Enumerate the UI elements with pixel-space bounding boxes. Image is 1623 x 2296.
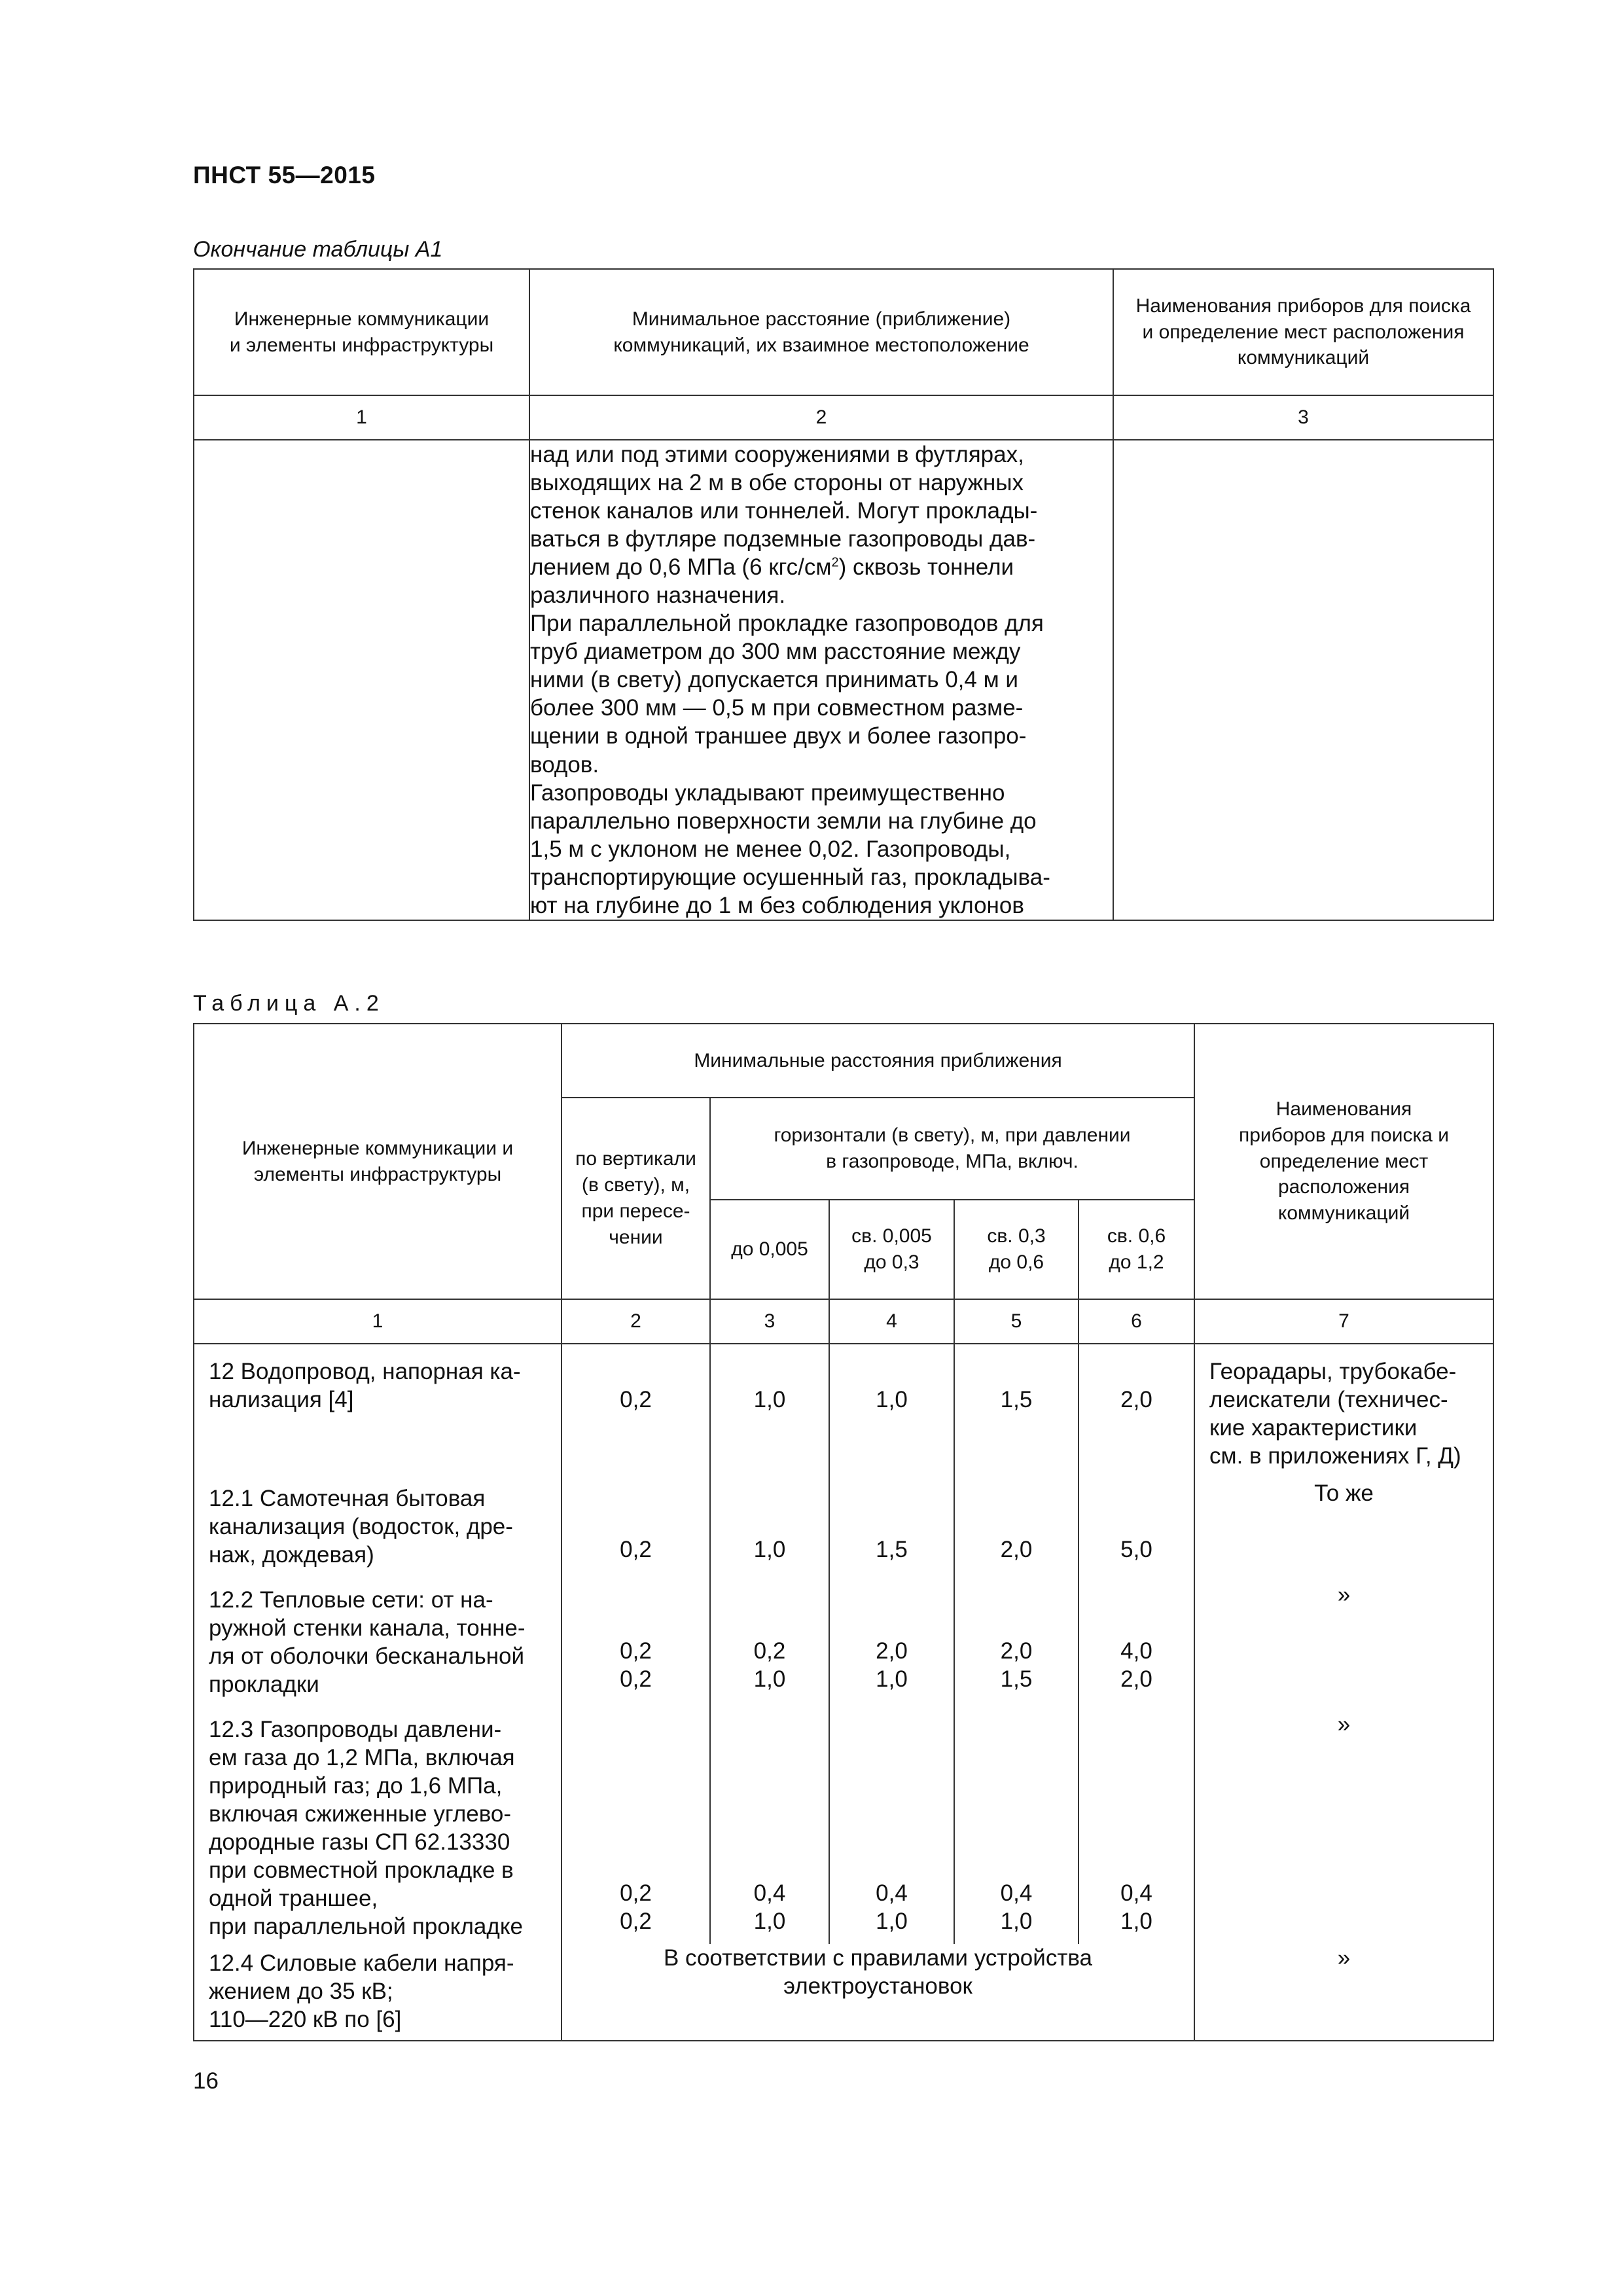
table1-header-col3: Наименования приборов для поиска и определение мест расположения коммуникаций	[1113, 269, 1493, 395]
t1-line: При параллельной прокладке газопроводов для	[530, 611, 1044, 637]
table2-header-col1: Инженерные коммуникации и элементы инфраструктуры	[194, 1024, 562, 1299]
t1-line: различного назначения.	[530, 583, 786, 609]
t1-line: стенок каналов или тоннелей. Могут проклады-	[530, 498, 1038, 524]
table1-colnum-3: 3	[1113, 395, 1493, 440]
table1-body-col2	[529, 440, 1113, 920]
t1-line: более 300 мм — 0,5 м при совместном разме-	[530, 695, 1024, 721]
table2-header-group: Минимальные расстояния приближения	[562, 1024, 1194, 1098]
table1-body-col3	[1113, 440, 1493, 920]
row-note: »	[1194, 1944, 1493, 2041]
table-row	[194, 1344, 1493, 1479]
cell-p1: 0,2 1,0	[710, 1581, 829, 1710]
t1-line: ними (в свету) допускается принимать 0,4 м и	[530, 667, 1018, 693]
table1-header-col2: Минимальное расстояние (приближение) коммуникаций, их взаимное местоположение	[529, 269, 1113, 395]
table1-caption: Окончание таблицы А1	[193, 237, 443, 262]
t1-line: над или под этими сооружениями в футлярах,	[530, 442, 1024, 467]
table1-colnum-1: 1	[194, 395, 529, 440]
page-number: 16	[193, 2068, 219, 2094]
t1-line: ваться в футляре подземные газопроводы дав-	[530, 526, 1036, 552]
table2-colnum-3: 3	[710, 1299, 829, 1344]
row-note: »	[1194, 1581, 1493, 1710]
table2-colnum-1: 1	[194, 1299, 562, 1344]
table1-header-col1: Инженерные коммуникации и элементы инфраструктуры	[194, 269, 529, 395]
cell-vertical: 0,2	[562, 1479, 710, 1581]
table-row	[194, 1581, 1493, 1710]
pressure-range-1: до 0,005	[710, 1200, 829, 1299]
cell-p4: 2,0	[1079, 1344, 1194, 1479]
cell-p3: 2,0 1,5	[954, 1581, 1079, 1710]
t1-line: транспортирующие осушенный газ, прокладыва-	[530, 864, 1050, 890]
table-row	[194, 1710, 1493, 1944]
cell-p3: 0,4 1,0	[954, 1710, 1079, 1944]
merged-requirement: В соответствии с правилами устройства электроустановок	[562, 1944, 1194, 2041]
table2-header-vertical: по вертикали (в свету), м, при пересе- чении	[562, 1098, 710, 1299]
t1-line: труб диаметром до 300 мм расстояние между	[530, 639, 1021, 665]
table2-header-horizontal: горизонтали (в свету), м, при давлении в газопроводе, МПа, включ.	[710, 1098, 1194, 1200]
cell-p2: 0,4 1,0	[829, 1710, 954, 1944]
cell-p3: 1,5	[954, 1344, 1079, 1479]
document-code: ПНСТ 55—2015	[193, 162, 376, 188]
table2-colnum-2: 2	[562, 1299, 710, 1344]
cell-p1: 0,4 1,0	[710, 1710, 829, 1944]
cell-p1: 1,0	[710, 1479, 829, 1581]
table2-caption: Таблица А.2	[193, 991, 385, 1016]
t1-line: лением до 0,6 МПа (6 кгс/$см^2$) сквозь тоннели	[530, 554, 1014, 581]
cell-p1: 1,0	[710, 1344, 829, 1479]
cell-vertical: 0,2	[562, 1344, 710, 1479]
table2-colnum-5: 5	[954, 1299, 1079, 1344]
table2-colnum-7: 7	[1194, 1299, 1493, 1344]
t1-line: Газопроводы укладывают преимущественно	[530, 780, 1005, 806]
table1-colnum-2: 2	[529, 395, 1113, 440]
cell-vertical: 0,2 0,2	[562, 1581, 710, 1710]
t1-line: параллельно поверхности земли на глубине до	[530, 808, 1037, 834]
cell-p4: 5,0	[1079, 1479, 1194, 1581]
cell-p2: 1,5	[829, 1479, 954, 1581]
table-row	[194, 1944, 1493, 2041]
table-row	[194, 1479, 1493, 1581]
cell-p2: 2,0 1,0	[829, 1581, 954, 1710]
row-name: 12.2 Тепловые сети: от на- ружной стенки канала, тонне- ля от оболочки бесканальной прокладки	[194, 1581, 562, 1710]
table2-colnum-6: 6	[1079, 1299, 1194, 1344]
cell-p3: 2,0	[954, 1479, 1079, 1581]
superscript: 2	[831, 555, 839, 570]
table2-header-col7: Наименования приборов для поиска и определение мест расположения коммуникаций	[1194, 1024, 1493, 1299]
pressure-range-3: св. 0,3 до 0,6	[954, 1200, 1079, 1299]
row-name: 12 Водопровод, напорная ка- нализация [4]	[194, 1344, 562, 1479]
table-a2	[193, 1023, 1494, 2041]
table2-colnum-4: 4	[829, 1299, 954, 1344]
pressure-range-4: св. 0,6 до 1,2	[1079, 1200, 1194, 1299]
t1-line: ют на глубине до 1 м без соблюдения уклонов	[530, 892, 1024, 918]
t1-line: щении в одной траншее двух и более газопро-	[530, 723, 1027, 749]
t1-line: водов.	[530, 751, 599, 778]
row-name: 12.3 Газопроводы давлени- ем газа до 1,2 МПа, включая природный газ; до 1,6 МПа, включая сжиженные углево- дородные газы СП 62.13330 при совместной прокладке в одной траншее, при параллельной прокладке	[194, 1710, 562, 1944]
pressure-range-2: св. 0,005 до 0,3	[829, 1200, 954, 1299]
row-note: »	[1194, 1710, 1493, 1944]
row-name: 12.4 Силовые кабели напря- жением до 35 кВ; 110—220 кВ по [6]	[194, 1944, 562, 2041]
table1-body-col1	[194, 440, 529, 920]
table-a1-end	[193, 268, 1494, 921]
cell-p4: 0,4 1,0	[1079, 1710, 1194, 1944]
row-note: Георадары, трубокабе- леискатели (техничес- кие характеристики см. в приложениях Г, Д)	[1194, 1344, 1493, 1479]
cell-vertical: 0,2 0,2	[562, 1710, 710, 1944]
row-name: 12.1 Самотечная бытовая канализация (водосток, дре- наж, дождевая)	[194, 1479, 562, 1581]
cell-p4: 4,0 2,0	[1079, 1581, 1194, 1710]
cell-p2: 1,0	[829, 1344, 954, 1479]
row-note: То же	[1194, 1479, 1493, 1581]
t1-line: выходящих на 2 м в обе стороны от наружных	[530, 470, 1024, 496]
t1-line: 1,5 м с уклоном не менее 0,02. Газопроводы,	[530, 836, 1011, 862]
